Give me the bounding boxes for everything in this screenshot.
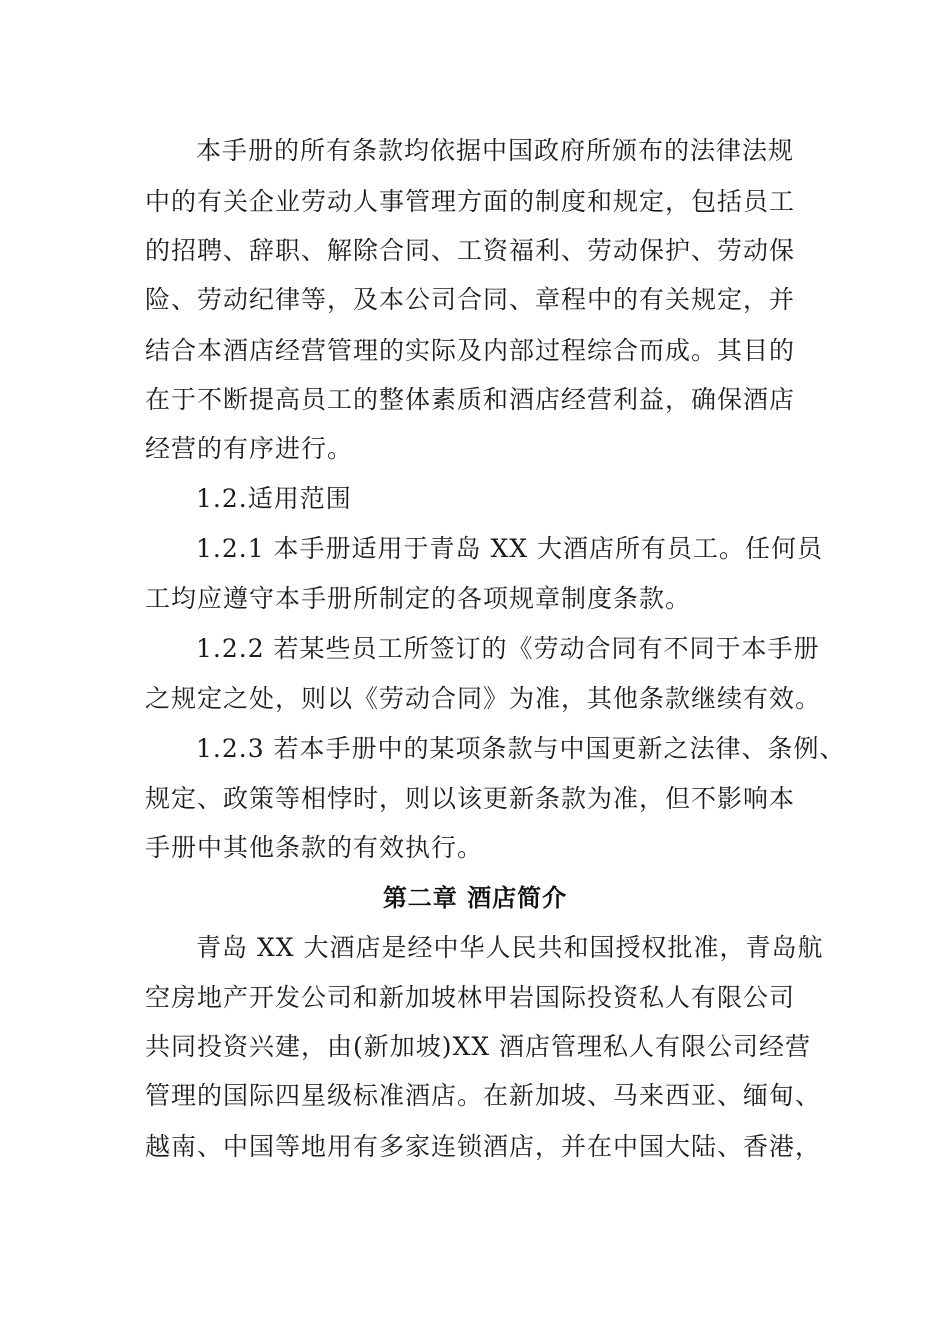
clause-1-2-3-line-1: 1.2.3 若本手册中的某项条款与中国更新之法律、条例、 [196, 734, 846, 763]
chapter-2-line-1: 青岛 XX 大酒店是经中华人民共和国授权批准，青岛航 [196, 933, 824, 962]
chapter-2-line-3: 共同投资兴建，由(新加坡)XX 酒店管理私人有限公司经营 [145, 1032, 812, 1061]
chapter-2-line-4: 管理的国际四星级标准酒店。在新加坡、马来西亚、缅甸、 [145, 1081, 822, 1110]
intro-line-7: 经营的有序进行。 [145, 434, 354, 463]
section-title: 1.2.适用范围 [196, 484, 352, 513]
chapter-2-line-2: 空房地产开发公司和新加坡林甲岩国际投资私人有限公司 [145, 983, 796, 1012]
clause-1-2-2-line-1: 1.2.2 若某些员工所签订的《劳动合同有不同于本手册 [196, 634, 820, 663]
intro-line-1: 本手册的所有条款均依据中国政府所颁布的法律法规 [196, 136, 795, 165]
clause-1-2-3-line-2: 规定、政策等相悖时，则以该更新条款为准，但不影响本 [145, 784, 796, 813]
intro-line-5: 结合本酒店经营管理的实际及内部过程综合而成。其目的 [145, 336, 796, 365]
intro-line-3: 的招聘、辞职、解除合同、工资福利、劳动保护、劳动保 [145, 236, 796, 265]
clause-1-2-2-line-2: 之规定之处，则以《劳动合同》为准，其他条款继续有效。 [145, 684, 822, 713]
clause-1-2-1-line-1: 1.2.1 本手册适用于青岛 XX 大酒店所有员工。任何员 [196, 534, 824, 563]
chapter-2-line-5: 越南、中国等地用有多家连锁酒店，并在中国大陆、香港， [145, 1132, 822, 1161]
clause-1-2-1-line-2: 工均应遵守本手册所制定的各项规章制度条款。 [145, 584, 692, 613]
clause-1-2-3-line-3: 手册中其他条款的有效执行。 [145, 833, 484, 862]
intro-line-4: 险、劳动纪律等，及本公司合同、章程中的有关规定，并 [145, 285, 796, 314]
intro-line-2: 中的有关企业劳动人事管理方面的制度和规定，包括员工 [145, 187, 796, 216]
intro-line-6: 在于不断提高员工的整体素质和酒店经营利益，确保酒店 [145, 385, 796, 414]
chapter-heading: 第二章 酒店简介 [382, 884, 568, 912]
